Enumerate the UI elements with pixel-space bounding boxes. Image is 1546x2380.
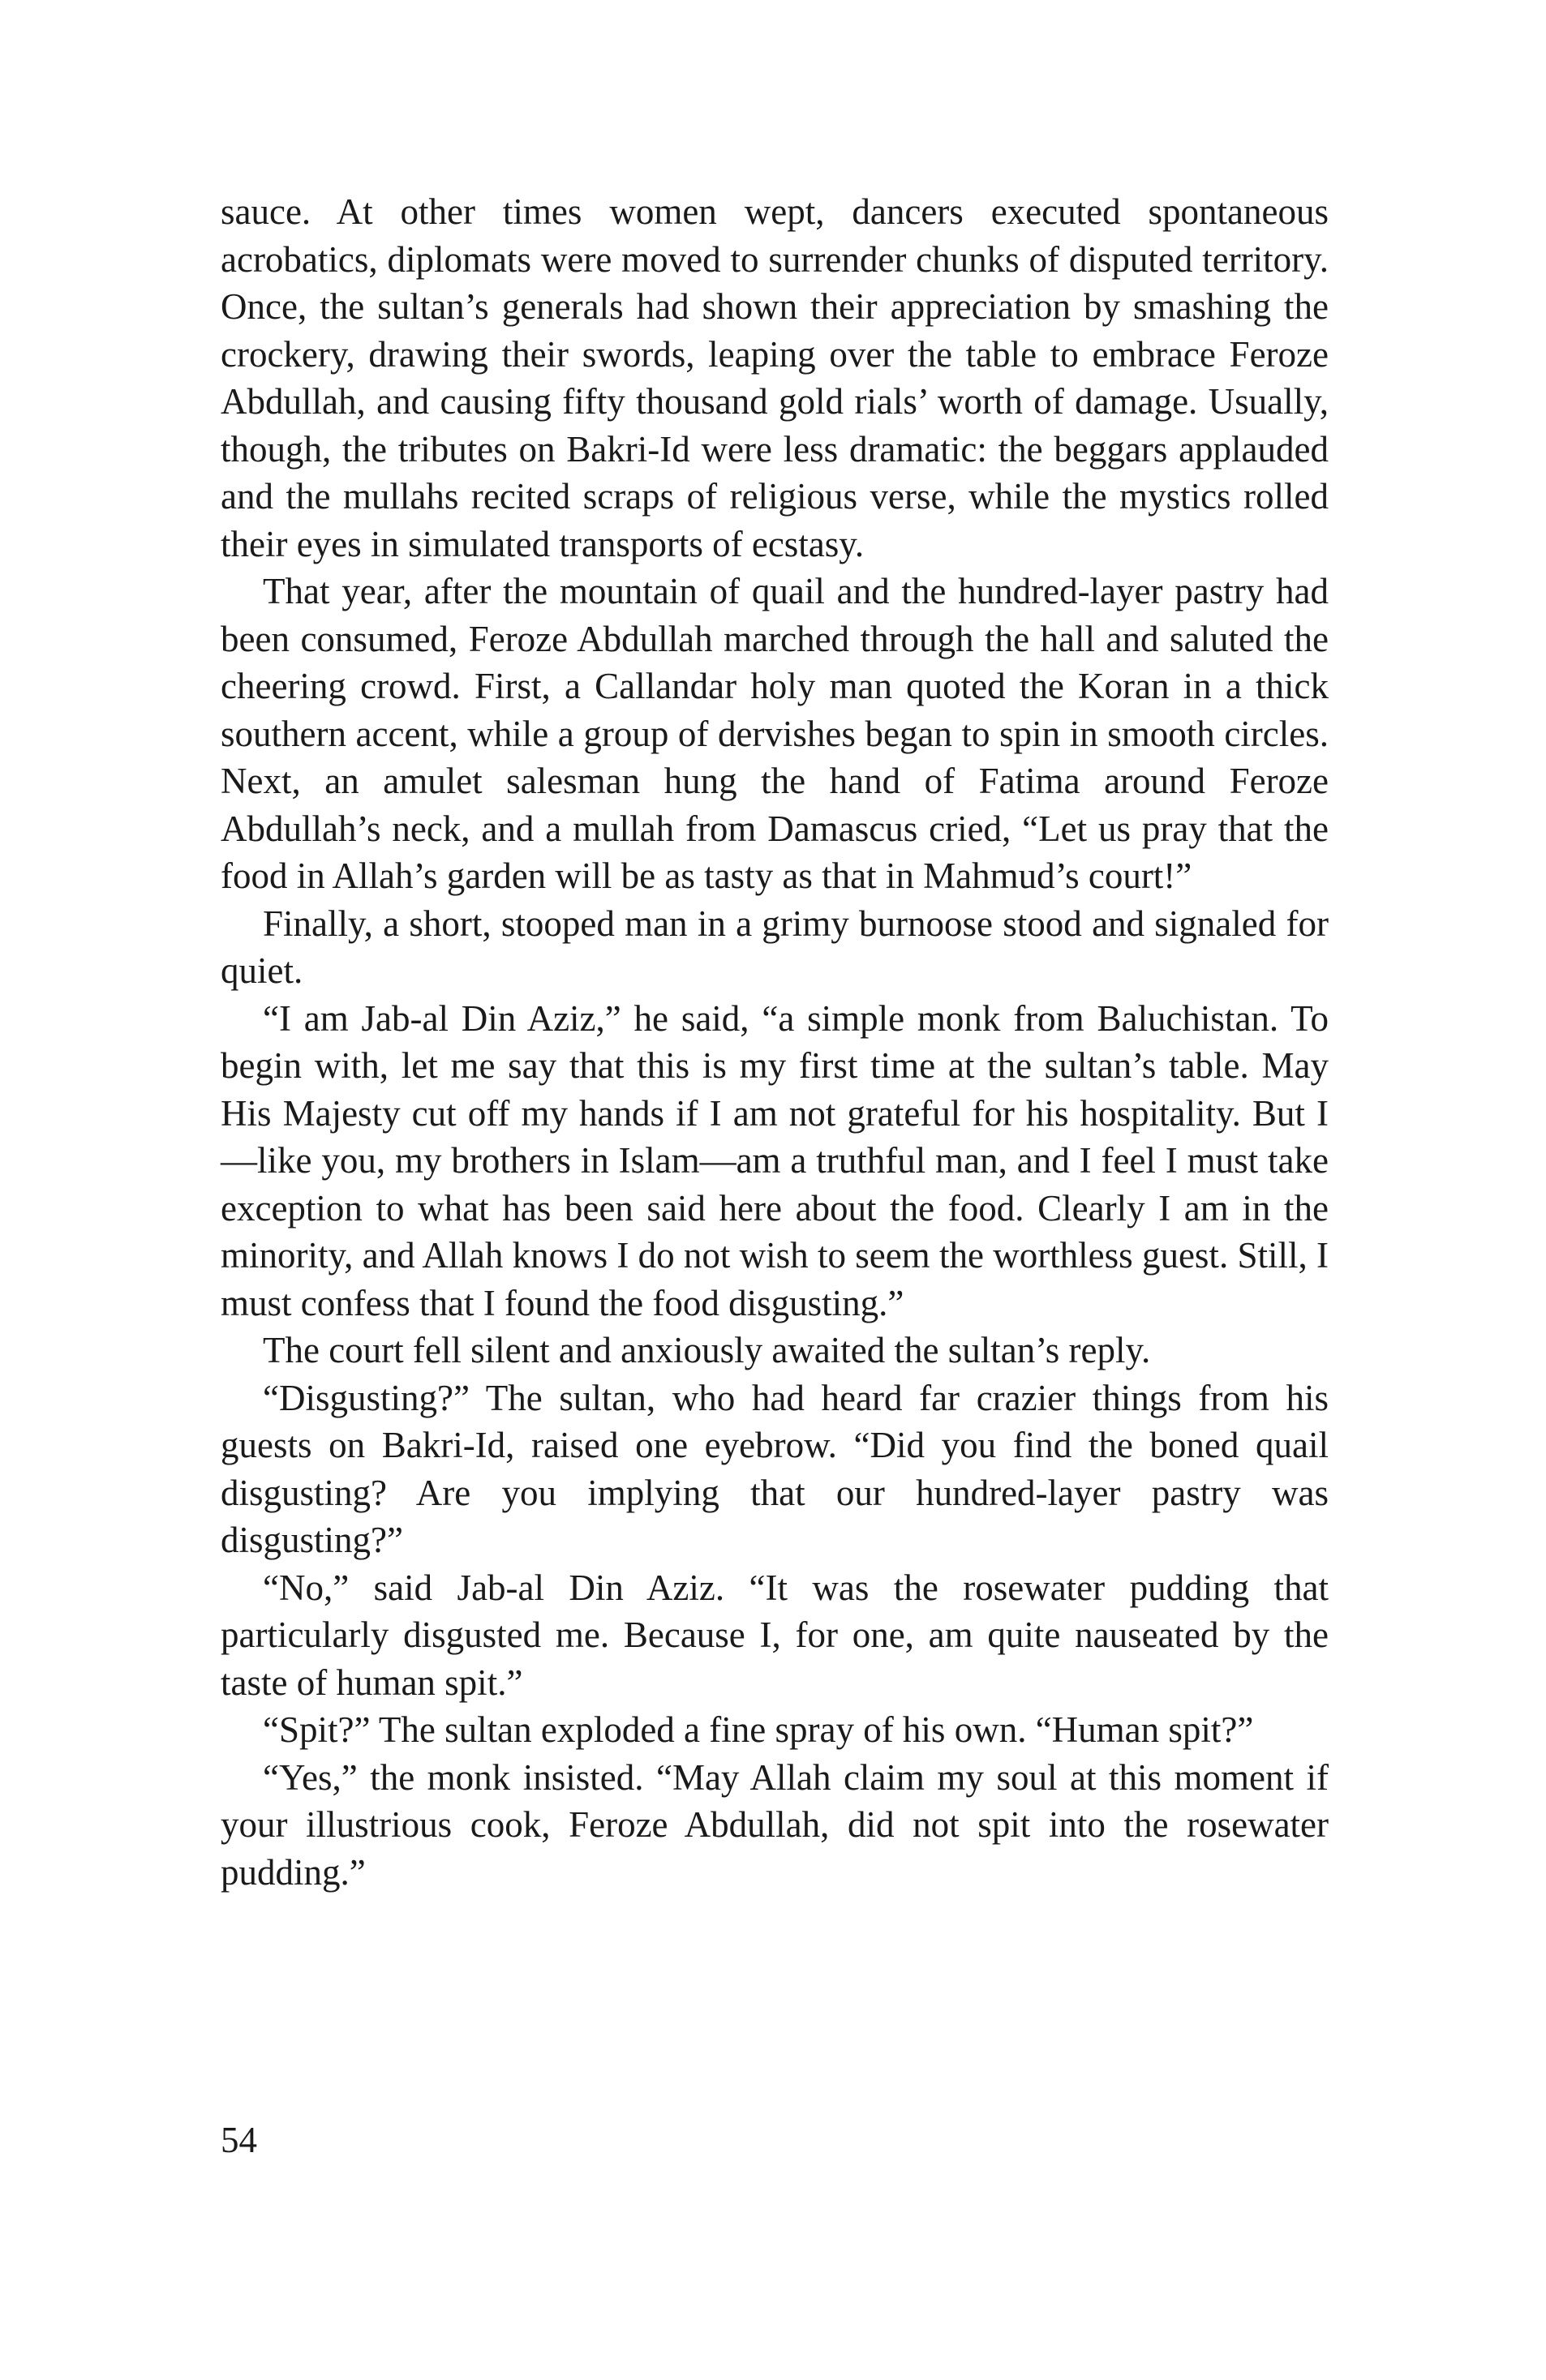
paragraph: Finally, a short, stooped man in a grimy burnoose stood and signaled for quiet. — [221, 903, 1329, 991]
paragraph: “Spit?” The sultan exploded a fine spray of his own. “Human spit?” — [263, 1709, 1254, 1750]
paragraph-continued: sauce. At other times women wept, dancers executed spontaneous acrobatics, diplomats were moved to surrender chunks of disputed territory. Once, the sultan’s generals had shown their appreciation by smashing the crockery, drawing their swords, leaping over the table to embrace Feroze Abdullah, and causing fifty thousand gold rials’ worth of damage. Usually, though, the tributes on Bakri-Id were less dramatic: the beggars applauded and the mullahs recited scraps of religious verse, while the mystics rolled their eyes in simulated transports of ecstasy. — [221, 191, 1329, 564]
paragraph: That year, after the mountain of quail and the hundred-layer pastry had been consumed, Feroze Abdullah marched through the hall and saluted the cheering crowd. First, a Callandar holy man quoted the Koran in a thick southern accent, while a group of dervishes began to spin in smooth circles. Next, an amulet salesman hung the hand of Fatima around Feroze Abdullah’s neck, and a mullah from Damascus cried, “Let us pray that the food in Allah’s garden will be as tasty as that in Mahmud’s court!” — [221, 571, 1329, 896]
paragraph: “Disgusting?” The sultan, who had heard far crazier things from his guests on Bakri-Id, raised one eyebrow. “Did you find the boned quail disgusting? Are you implying that our hundred-layer pastry was disgusting?” — [221, 1377, 1329, 1560]
paragraph: “I am Jab-al Din Aziz,” he said, “a simple monk from Baluchistan. To begin with, let me say that this is my first time at the sultan’s table. May His Majesty cut off my hands if I am not grateful for his hospitality. But I—like you, my brothers in Islam—am a truthful man, and I feel I must take exception to what has been said here about the food. Clearly I am in the minority, and Allah knows I do not wish to seem the worthless guest. Still, I must confess that I found the food disgusting.” — [221, 997, 1329, 1323]
paragraph: “No,” said Jab-al Din Aziz. “It was the rosewater pudding that particularly disgusted me. Because I, for one, am quite nauseated by the taste of human spit.” — [221, 1567, 1329, 1703]
paragraph: The court fell silent and anxiously awaited the sultan’s reply. — [263, 1330, 1151, 1370]
paragraph: “Yes,” the monk insisted. “May Allah claim my soul at this moment if your illustrious cook, Feroze Abdullah, did not spit into the rosewater pudding.” — [221, 1756, 1329, 1893]
body-text — [221, 188, 1329, 1896]
page-number: 54 — [221, 2120, 257, 2160]
